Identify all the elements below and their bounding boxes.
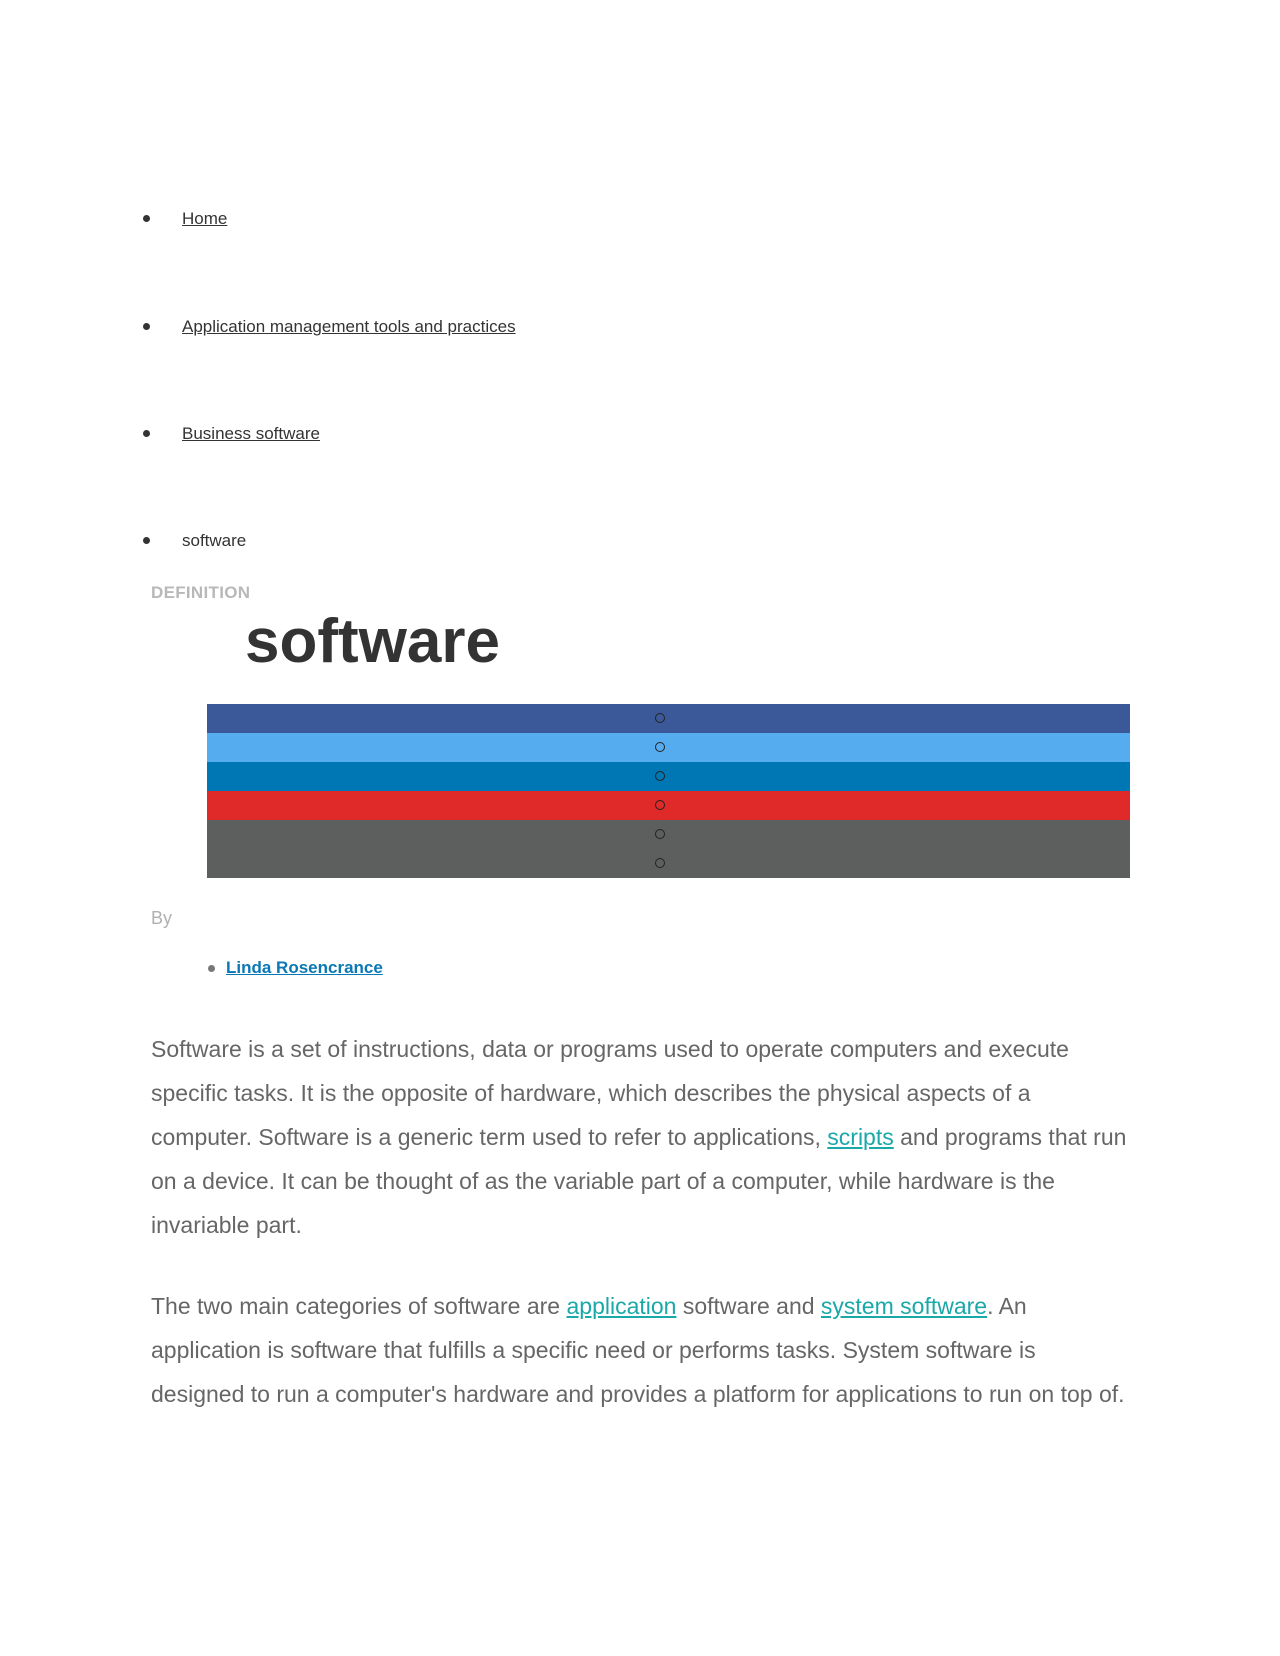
share-linkedin-icon: [655, 771, 665, 781]
share-twitter-button[interactable]: [207, 733, 1130, 762]
bullet-icon: [143, 323, 150, 330]
share-twitter-icon: [655, 742, 665, 752]
bullet-icon: [143, 430, 150, 437]
share-more-button[interactable]: [207, 849, 1130, 878]
link-system-software[interactable]: system software: [820, 1293, 988, 1319]
paragraph-text: . An application is software that fulfills a specific need or performs tasks. System software is designed to run a computer's hardware and provides a platform for applications to run on top of.: [151, 1293, 1125, 1407]
link-application[interactable]: application: [566, 1293, 677, 1319]
breadcrumb-current-label: software: [182, 531, 247, 550]
bullet-icon: [208, 965, 215, 972]
share-more-icon: [655, 858, 665, 868]
author-link[interactable]: Linda Rosencrance: [226, 958, 383, 977]
share-linkedin-button[interactable]: [207, 762, 1130, 791]
breadcrumb-link-business-software[interactable]: Business software: [182, 424, 320, 443]
paragraph-text: Software is a set of instructions, data or programs used to operate computers and execute specific tasks. It is the opposite of hardware, which describes the physical aspects of a computer. Software is a generic term used to refer to applications,: [151, 1036, 1069, 1150]
bullet-icon: [143, 537, 150, 544]
definition-label: DEFINITION: [151, 583, 251, 602]
link-scripts[interactable]: scripts: [827, 1124, 894, 1150]
body-paragraph-2: [151, 1284, 1131, 1416]
paragraph-text: The two main categories of software are: [151, 1293, 567, 1319]
bullet-icon: [143, 215, 150, 222]
share-flipboard-icon: [655, 800, 665, 810]
paragraph-text: and programs that run on a device. It can be thought of as the variable part of a computer, while hardware is the invariable part.: [151, 1124, 1127, 1238]
share-email-icon: [655, 829, 665, 839]
share-email-button[interactable]: [207, 820, 1130, 849]
breadcrumb-link-home[interactable]: Home: [182, 209, 228, 228]
breadcrumb-link-application-management[interactable]: Application management tools and practices: [182, 317, 516, 336]
body-paragraph-1: [151, 1027, 1131, 1247]
byline-label: By: [151, 908, 173, 928]
share-facebook-icon: [655, 713, 665, 723]
paragraph-text: software and: [676, 1293, 821, 1319]
share-flipboard-button[interactable]: [207, 791, 1130, 820]
share-facebook-button[interactable]: [207, 704, 1130, 733]
share-bar: [207, 704, 1130, 878]
page-title: software: [245, 607, 500, 676]
